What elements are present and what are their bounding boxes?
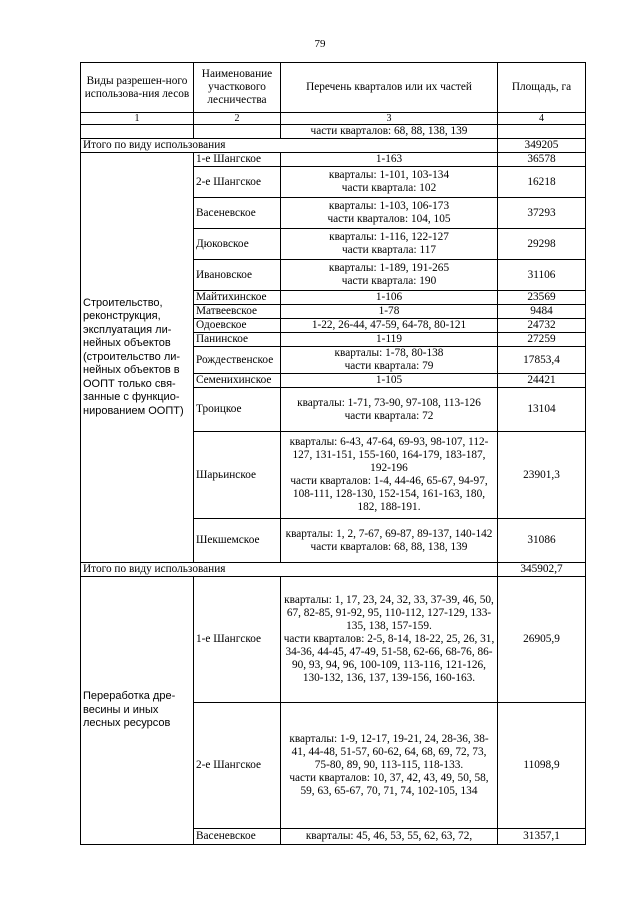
forestry-name: 1-е Шангское bbox=[194, 577, 281, 703]
area-cell: 36578 bbox=[498, 153, 586, 167]
quarters-cell: части кварталов: 68, 88, 138, 139 bbox=[281, 125, 498, 139]
carryover-row bbox=[81, 125, 586, 139]
area-cell: 31086 bbox=[498, 519, 586, 563]
header-use-type: Виды разрешен-ного использова-ния лесов bbox=[81, 63, 194, 113]
header-area: Площадь, га bbox=[498, 63, 586, 113]
quarters-cell: кварталы: 1-9, 12-17, 19-21, 24, 28-36, 38-41, 44-48, 51-57, 60-62, 64, 68, 69, 72, 73, 75-80, 89, 90, 113-115, 118-133. части кварталов: 10, 37, 42, 43, 49, 50, 58, 59, 63, 65-67, 70, 71, 74, 102-105, 134 bbox=[281, 703, 498, 829]
header-row bbox=[81, 63, 586, 113]
quarters-cell: 1-163 bbox=[281, 153, 498, 167]
forestry-name: 1-е Шангское bbox=[194, 153, 281, 167]
area-cell: 26905,9 bbox=[498, 577, 586, 703]
area-cell: 31106 bbox=[498, 260, 586, 291]
area-cell: 11098,9 bbox=[498, 703, 586, 829]
area-cell: 29298 bbox=[498, 229, 586, 260]
group-wood-processing bbox=[81, 577, 586, 845]
use-type-cell: Переработка дре-весины и иных лесных ресурсов bbox=[81, 577, 194, 845]
quarters-cell: кварталы: 1, 2, 7-67, 69-87, 89-137, 140-142 части кварталов: 68, 88, 138, 139 bbox=[281, 519, 498, 563]
total-row bbox=[81, 139, 586, 153]
quarters-cell: кварталы: 1-78, 80-138 части квартала: 79 bbox=[281, 347, 498, 374]
quarters-cell: кварталы: 6-43, 47-64, 69-93, 98-107, 112-127, 131-151, 155-160, 164-179, 183-187, 192-196 части кварталов: 1-4, 44-46, 65-67, 94-97, 108-111, 128-130, 152-154, 161-163, 180, 182, 188-191. bbox=[281, 432, 498, 519]
total-label: Итого по виду использования bbox=[81, 563, 498, 577]
forestry-name: Матвеевское bbox=[194, 305, 281, 319]
total-area: 345902,7 bbox=[498, 563, 586, 577]
empty-cell bbox=[194, 125, 281, 139]
quarters-cell: кварталы: 1-189, 191-265 части квартала: 190 bbox=[281, 260, 498, 291]
area-cell: 9484 bbox=[498, 305, 586, 319]
quarters-cell: 1-78 bbox=[281, 305, 498, 319]
forestry-name: Одоевское bbox=[194, 319, 281, 333]
area-cell: 31357,1 bbox=[498, 829, 586, 845]
forestry-name: Семенихинское bbox=[194, 374, 281, 388]
quarters-cell: кварталы: 1, 17, 23, 24, 32, 33, 37-39, 46, 50, 67, 82-85, 91-92, 95, 110-112, 127-129, 133-135, 138, 157-159. части кварталов: 2-5, 8-14, 18-22, 25, 26, 31, 34-36, 44-45, 47-49, 51-58, 62-66, 68-76, 86-90, 93, 94, 96, 100-109, 113-116, 121-126, 130-132, 136, 137, 139-156, 160-163. bbox=[281, 577, 498, 703]
forestry-name: 2-е Шангское bbox=[194, 703, 281, 829]
total-label: Итого по виду использования bbox=[81, 139, 498, 153]
area-cell: 13104 bbox=[498, 388, 586, 432]
column-number: 3 bbox=[281, 113, 498, 125]
quarters-cell: 1-106 bbox=[281, 291, 498, 305]
group-linear-objects bbox=[81, 153, 586, 563]
forestry-name: Дюковское bbox=[194, 229, 281, 260]
forestry-name: Троицкое bbox=[194, 388, 281, 432]
quarters-table bbox=[80, 62, 586, 845]
area-cell: 37293 bbox=[498, 198, 586, 229]
forestry-row bbox=[81, 153, 586, 167]
forestry-name: Васеневское bbox=[194, 198, 281, 229]
forestry-name: Шекшемское bbox=[194, 519, 281, 563]
forestry-row bbox=[81, 577, 586, 703]
area-cell: 27259 bbox=[498, 333, 586, 347]
use-type-cell: Строительство, реконструкция, эксплуатация ли-нейных объектов (строительство ли-нейных объектов в ООПТ только свя-занные с функцио-нированием ООПТ) bbox=[81, 153, 194, 563]
column-number: 2 bbox=[194, 113, 281, 125]
area-cell: 24732 bbox=[498, 319, 586, 333]
column-number: 4 bbox=[498, 113, 586, 125]
quarters-cell: кварталы: 1-101, 103-134 части квартала: 102 bbox=[281, 167, 498, 198]
quarters-cell: 1-119 bbox=[281, 333, 498, 347]
area-cell: 23569 bbox=[498, 291, 586, 305]
page-number: 79 bbox=[314, 38, 326, 50]
empty-cell bbox=[81, 125, 194, 139]
forestry-name: 2-е Шангское bbox=[194, 167, 281, 198]
column-number-row bbox=[81, 113, 586, 125]
header-quarters: Перечень кварталов или их частей bbox=[281, 63, 498, 113]
area-cell: 23901,3 bbox=[498, 432, 586, 519]
forestry-name: Майтихинское bbox=[194, 291, 281, 305]
column-number: 1 bbox=[81, 113, 194, 125]
quarters-cell: кварталы: 1-103, 106-173 части кварталов: 104, 105 bbox=[281, 198, 498, 229]
quarters-cell: кварталы: 1-71, 73-90, 97-108, 113-126 части квартала: 72 bbox=[281, 388, 498, 432]
empty-cell bbox=[498, 125, 586, 139]
total-row bbox=[81, 563, 586, 577]
forestry-name: Панинское bbox=[194, 333, 281, 347]
quarters-cell: 1-105 bbox=[281, 374, 498, 388]
quarters-cell: 1-22, 26-44, 47-59, 64-78, 80-121 bbox=[281, 319, 498, 333]
header-forestry: Наименование участкового лесничества bbox=[194, 63, 281, 113]
area-cell: 16218 bbox=[498, 167, 586, 198]
forestry-name: Васеневское bbox=[194, 829, 281, 845]
forestry-name: Ивановское bbox=[194, 260, 281, 291]
total-area: 349205 bbox=[498, 139, 586, 153]
area-cell: 17853,4 bbox=[498, 347, 586, 374]
quarters-cell: кварталы: 1-116, 122-127 части квартала: 117 bbox=[281, 229, 498, 260]
forestry-name: Рождественское bbox=[194, 347, 281, 374]
area-cell: 24421 bbox=[498, 374, 586, 388]
quarters-cell: кварталы: 45, 46, 53, 55, 62, 63, 72, bbox=[281, 829, 498, 845]
forestry-name: Шарьинское bbox=[194, 432, 281, 519]
